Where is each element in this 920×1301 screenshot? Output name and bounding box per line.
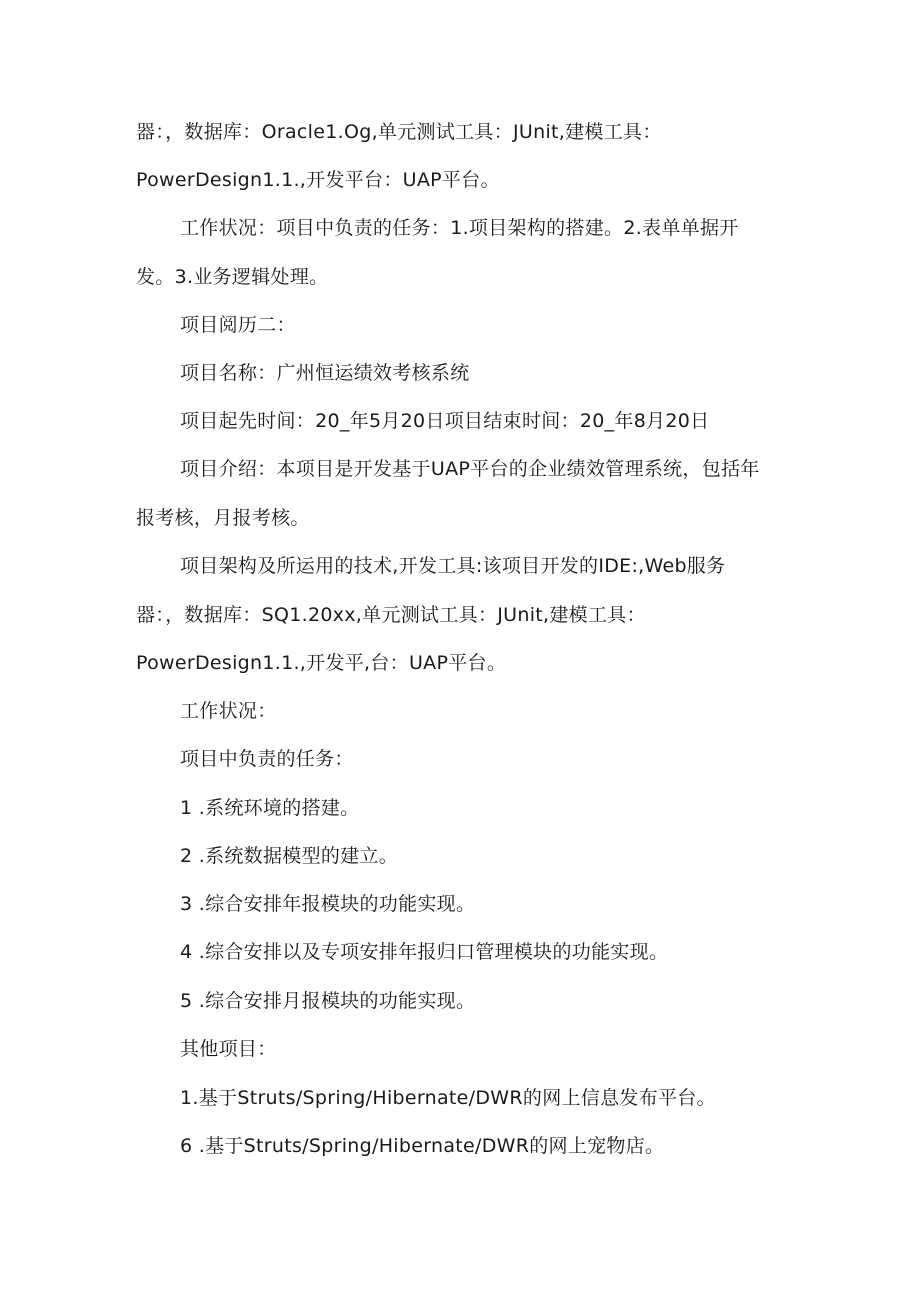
text-line-13: 工作状况：: [180, 700, 277, 722]
text-line-17: 3 .综合安排年报模块的功能实现。: [180, 893, 476, 915]
text-line-18: 4 .综合安排以及专项安排年报归口管理模块的功能实现。: [180, 941, 669, 963]
text-line-5: 项目阅历二：: [180, 314, 296, 336]
text-line-2: PowerDesign1.1.,开发平台：UAP平台。: [136, 169, 500, 191]
text-line-1: 器：，数据库：Oracle1.Og,单元测试工具：JUnit,建模工具：: [136, 121, 662, 143]
text-line-21: 1.基于Struts/Spring/Hibernate/DWR的网上信息发布平台。: [180, 1087, 716, 1109]
text-line-8: 项目介绍：本项目是开发基于UAP平台的企业绩效管理系统，包括年: [180, 458, 760, 480]
text-line-22: 6 .基于Struts/Spring/Hibernate/DWR的网上宠物店。: [180, 1135, 665, 1157]
text-line-16: 2 .系统数据模型的建立。: [180, 845, 399, 867]
text-line-7: 项目起先时间：20_年5月20日项目结束时间：20_年8月20日: [180, 410, 710, 432]
text-line-20: 其他项目：: [180, 1038, 277, 1060]
text-line-4: 发。3.业务逻辑处理。: [136, 266, 329, 288]
text-line-11: 器：，数据库：SQ1.20xx,单元测试工具：JUnit,建模工具：: [136, 604, 646, 626]
text-line-14: 项目中负责的任务：: [180, 748, 354, 770]
text-line-10: 项目架构及所运用的技术,开发工具:该项目开发的IDE:,Web服务: [180, 555, 726, 577]
text-line-9: 报考核，月报考核。: [136, 507, 310, 529]
text-line-3: 工作状况：项目中负责的任务：1.项目架构的搭建。2.表单单据开: [180, 217, 739, 239]
text-line-12: PowerDesign1.1.,开发平,台：UAP平台。: [136, 652, 507, 674]
text-line-6: 项目名称：广州恒运绩效考核系统: [180, 362, 470, 384]
text-line-19: 5 .综合安排月报模块的功能实现。: [180, 990, 476, 1012]
text-line-15: 1 .系统环境的搭建。: [180, 797, 360, 819]
